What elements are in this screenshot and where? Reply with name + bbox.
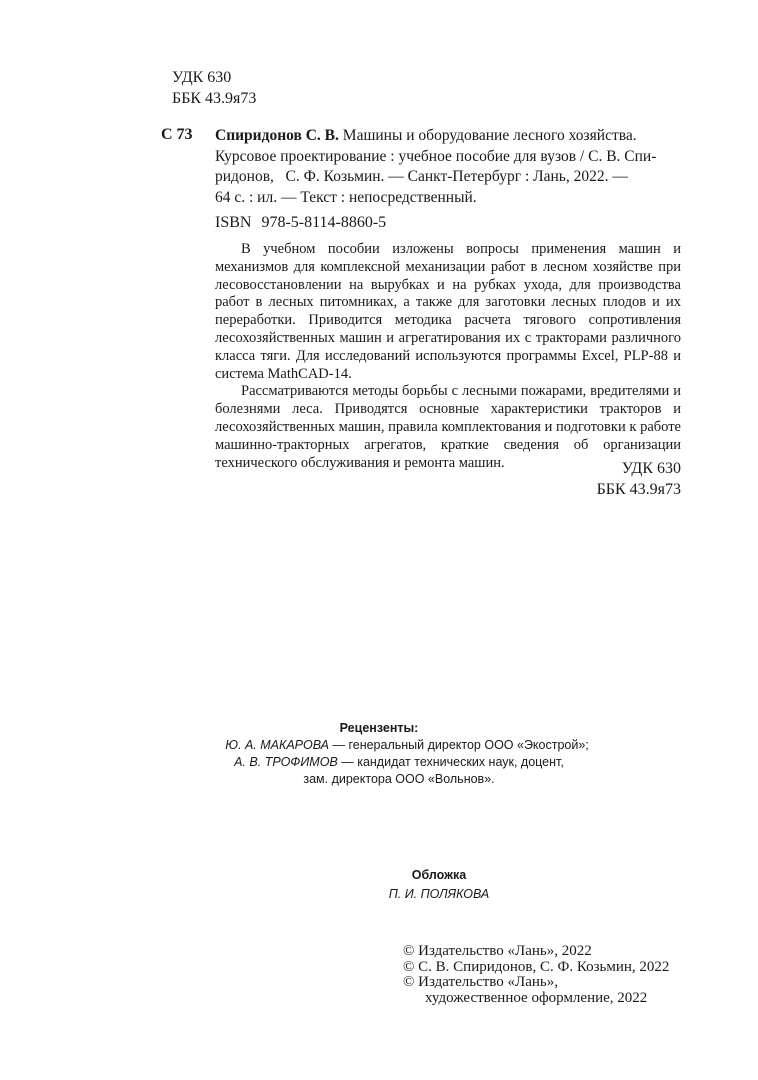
copyright-line-3: © Издательство «Лань», — [403, 974, 558, 990]
copyright-line-4: художественное оформление, 2022 — [425, 989, 648, 1006]
catalog-entry — [215, 126, 681, 208]
copyright-line-1: © Издательство «Лань», 2022 — [403, 943, 592, 959]
isbn-number: 978-5-8114-8860-5 — [261, 214, 387, 231]
reviewers-block — [0, 720, 758, 788]
reviewer-2-role: — кандидат технических наук, доцент, — [337, 755, 564, 769]
reviewer-2-role-cont: зам. директора ООО «Вольнов». — [303, 772, 495, 786]
abstract-paragraph-1: В учебном пособии изложены вопросы применения машин и механизмов для комплексной механизации работ в лесном хозяйстве при лесовосстановлении на вырубках и на рубках ухода, для производства работ в лесных питомниках, а также для заготовки лесных плодов и их переработки. Приводится методика расчета тягового сопротивления лесохозяйственных машин и агрегатирования их с тракторами различного класса тяги. Для исследований используются программы Excel, PLP-88 и система MathCAD-14. — [215, 241, 681, 382]
entry-author: Спиридонов С. В. — [215, 127, 339, 144]
bottom-classification-codes — [597, 458, 681, 500]
copyright-block — [403, 944, 669, 1006]
entry-line-2: Курсовое проектирование : учебное пособие для вузов / С. В. Спи- — [215, 147, 657, 165]
entry-title: Машины и оборудование лесного хозяйства. — [338, 127, 637, 144]
reviewer-2 — [0, 754, 758, 771]
cover-credit — [0, 866, 758, 904]
cover-designer: П. И. ПОЛЯКОВА — [388, 887, 490, 901]
reviewers-title: Рецензенты: — [339, 721, 419, 735]
reviewer-2-name: А. В. ТРОФИМОВ — [234, 755, 338, 769]
cover-title: Обложка — [411, 868, 467, 882]
entry-line-3: ридонов, С. Ф. Козьмин. — Санкт-Петербург : Лань, 2022. — — [215, 168, 628, 185]
reviewer-1-name: Ю. А. МАКАРОВА — [225, 738, 330, 752]
udk-code-top: УДК 630 — [172, 69, 232, 86]
author-sign: С 73 — [161, 126, 193, 143]
reviewer-1-role: — генеральный директор ООО «Экострой»; — [329, 738, 589, 752]
bbk-code-bottom: ББК 43.9я73 — [596, 481, 681, 498]
entry-line-4: 64 с. : ил. — Текст : непосредственный. — [215, 188, 477, 206]
reviewer-1 — [0, 737, 758, 754]
udk-code-bottom: УДК 630 — [621, 460, 681, 477]
abstract-paragraph-2: Рассматриваются методы борьбы с лесными пожарами, вредителями и болезнями леса. Приводятся основные характеристики тракторов и лесохозяйственных машин, правила комплектования и подготовки к работе машинно-тракторных агрегатов, краткие сведения об организации технического обслуживания и ремонта машин. — [215, 383, 681, 471]
abstract — [215, 241, 681, 472]
copyright-line-2: © С. В. Спиридонов, С. Ф. Козьмин, 2022 — [403, 958, 670, 975]
isbn — [215, 214, 386, 232]
top-classification-codes — [172, 67, 256, 109]
isbn-label: ISBN — [215, 214, 252, 231]
bbk-code-top: ББК 43.9я73 — [172, 90, 257, 107]
